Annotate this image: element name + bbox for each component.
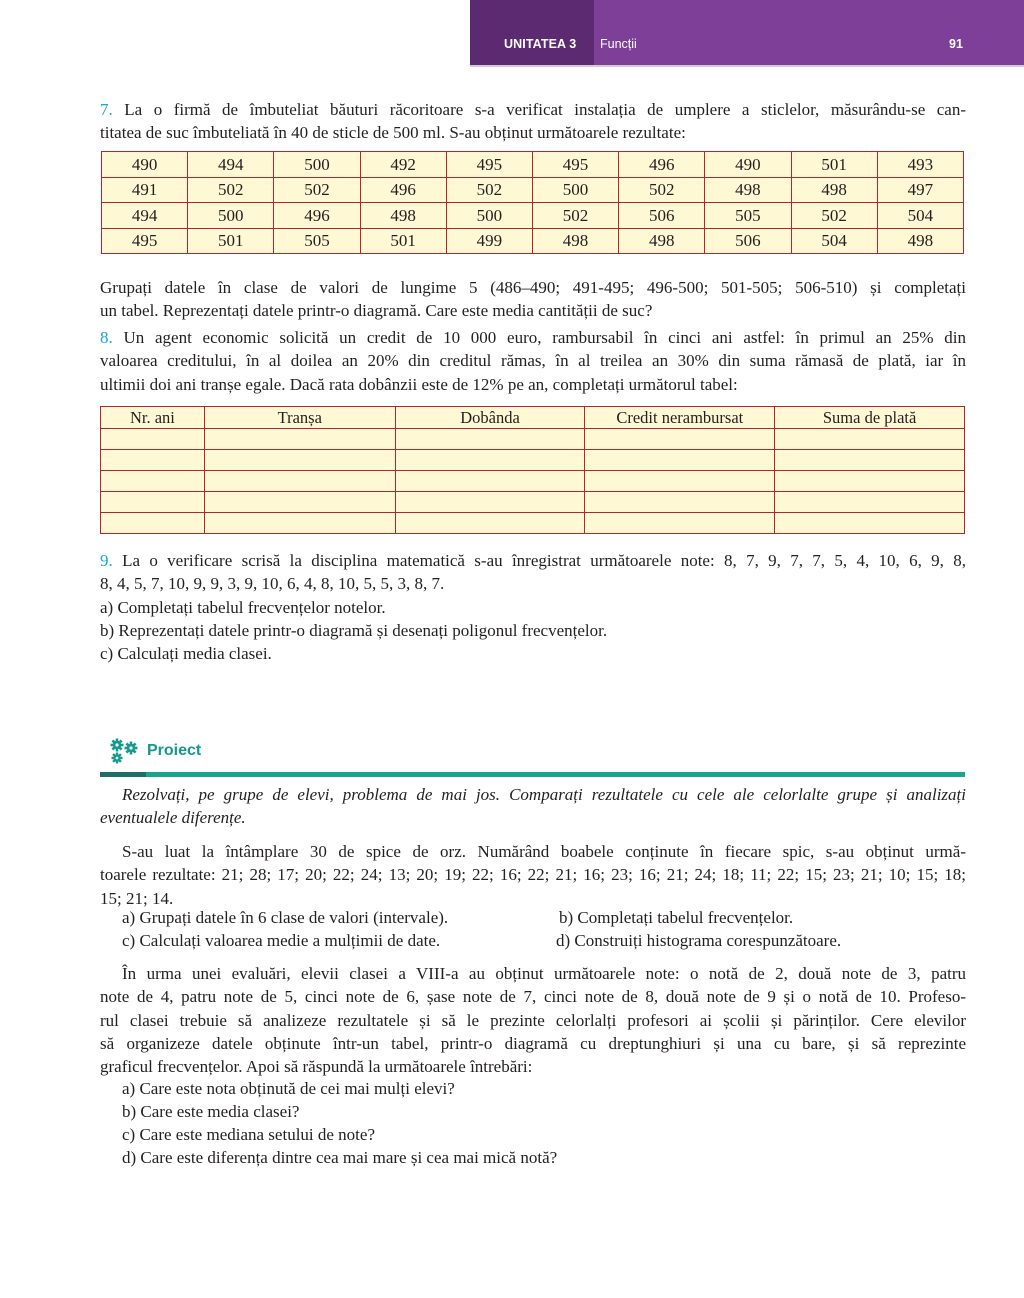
table-cell: 502 — [446, 177, 532, 203]
table-cell: 502 — [619, 177, 705, 203]
project-title: Proiect — [147, 742, 202, 759]
table-cell: 505 — [274, 228, 360, 254]
empty-cell — [585, 513, 775, 534]
table-cell: 493 — [877, 152, 963, 178]
empty-cell — [395, 492, 585, 513]
column-header: Credit nerambursat — [585, 407, 775, 429]
text-line: valoarea creditului, în al doilea an 20% din creditul rămas, în al treilea an 30% din suma rămasă de plată, iar în — [100, 351, 966, 371]
problem-8-statement — [100, 326, 966, 396]
table-cell: 504 — [791, 228, 877, 254]
project-task-b: b) Completați tabelul frecvențelor. — [559, 908, 794, 927]
empty-cell — [775, 450, 965, 471]
table-cell: 502 — [791, 203, 877, 229]
empty-cell — [101, 450, 205, 471]
problem-9-statement — [100, 549, 966, 665]
table-cell: 495 — [446, 152, 532, 178]
empty-cell — [585, 450, 775, 471]
table-row — [101, 429, 965, 450]
table-cell: 498 — [705, 177, 791, 203]
question-a: a) Care este nota obținută de cei mai mulți elevi? — [122, 1079, 455, 1098]
empty-cell — [585, 471, 775, 492]
unit-label: UNITATEA 3 — [504, 37, 577, 51]
project-task-c: c) Calculați valoarea medie a mulțimii de date. — [122, 931, 441, 950]
column-header: Suma de plată — [775, 407, 965, 429]
chapter-topic: Funcții — [600, 37, 637, 51]
text-line: eventualele diferențe. — [100, 808, 246, 828]
text-line: să organizeze datele obținute într-un tabel, printr-o diagramă cu dreptunghiuri și una cu bare, și să reprezinte — [100, 1033, 966, 1053]
table-row — [101, 513, 965, 534]
problem-number: 8. — [100, 328, 113, 347]
task-c: c) Calculați media clasei. — [100, 644, 272, 664]
unit-label-box — [470, 0, 594, 65]
page-number: 91 — [949, 37, 963, 51]
empty-cell — [101, 471, 205, 492]
text-line: rul clasei trebuie să analizeze rezultatele și să le prezinte celorlalți profesori ai școlii și părinților. Cere elevilor — [100, 1010, 966, 1030]
table-cell: 495 — [532, 152, 618, 178]
table-cell: 498 — [877, 228, 963, 254]
empty-cell — [101, 429, 205, 450]
empty-cell — [775, 492, 965, 513]
table-cell: 492 — [360, 152, 446, 178]
text-line: un tabel. Reprezentați datele printr-o diagramă. Care este media cantității de suc? — [100, 301, 653, 321]
column-header: Tranșa — [204, 407, 395, 429]
empty-cell — [101, 492, 205, 513]
table-cell: 504 — [877, 203, 963, 229]
table-row — [101, 492, 965, 513]
table-cell: 501 — [188, 228, 274, 254]
text-line: Grupați datele în clase de valori de lungime 5 (486–490; 491-495; 496-500; 501-505; 506-510) și completați — [100, 278, 966, 297]
column-header: Dobânda — [395, 407, 585, 429]
project-task-a: a) Grupați datele în 6 clase de valori (intervale). — [122, 908, 449, 927]
table-cell: 506 — [619, 203, 705, 229]
problem-number: 9. — [100, 551, 113, 570]
empty-cell — [395, 429, 585, 450]
text-line: Un agent economic solicită un credit de 10 000 euro, rambursabil în cinci ani astfel: în primul an 25% din — [123, 328, 966, 347]
empty-cell — [101, 513, 205, 534]
empty-cell — [585, 429, 775, 450]
text-line: Rezolvați, pe grupe de elevi, problema de mai jos. Comparați rezultatele cu cele ale celorlalte grupe și analizați — [122, 785, 966, 804]
problem-number: 7. — [100, 100, 113, 119]
table-cell: 498 — [532, 228, 618, 254]
empty-cell — [395, 450, 585, 471]
text-line: În urma unei evaluări, elevii clasei a VIII-a au obținut următoarele note: o notă de 2, două note de 3, patru — [122, 964, 966, 983]
empty-cell — [775, 429, 965, 450]
text-line: graficul frecvențelor. Apoi să răspundă la următoarele întrebări: — [100, 1057, 533, 1077]
table-cell: 490 — [705, 152, 791, 178]
table-cell: 498 — [619, 228, 705, 254]
table-header-row — [101, 407, 965, 429]
table-cell: 494 — [102, 203, 188, 229]
gears-icon — [108, 737, 140, 765]
table-cell: 500 — [446, 203, 532, 229]
table-cell: 496 — [619, 152, 705, 178]
empty-cell — [204, 513, 395, 534]
text-line: ultimii doi ani tranșe egale. Dacă rata dobânzii este de 12% pe an, completați următorul tabel: — [100, 374, 738, 394]
table-cell: 494 — [188, 152, 274, 178]
empty-cell — [775, 471, 965, 492]
header-underline — [470, 65, 1024, 67]
text-line: titatea de suc îmbuteliată în 40 de sticle de 500 ml. S-au obținut următoarele rezultate: — [100, 123, 686, 143]
text-line: La o verificare scrisă la disciplina matematică s-au înregistrat următoarele note: 8, 7, 9, 7, 7, 5, 4, 10, 6, 9, 8, — [122, 551, 966, 570]
table-cell: 502 — [188, 177, 274, 203]
project-intro — [100, 783, 966, 830]
bottle-measurements-table — [101, 151, 964, 254]
table-row — [101, 450, 965, 471]
table-cell: 497 — [877, 177, 963, 203]
empty-cell — [204, 471, 395, 492]
question-b: b) Care este media clasei? — [122, 1102, 300, 1121]
empty-cell — [204, 450, 395, 471]
question-d: d) Care este diferența dintre cea mai mare și cea mai mică notă? — [122, 1148, 558, 1167]
table-cell: 501 — [360, 228, 446, 254]
empty-cell — [775, 513, 965, 534]
table-cell: 500 — [274, 152, 360, 178]
empty-cell — [204, 492, 395, 513]
table-row — [102, 228, 964, 254]
table-cell: 505 — [705, 203, 791, 229]
empty-cell — [395, 471, 585, 492]
table-cell: 501 — [791, 152, 877, 178]
table-cell: 499 — [446, 228, 532, 254]
column-header: Nr. ani — [101, 407, 205, 429]
project-divider — [100, 772, 965, 777]
problem-7-statement — [100, 98, 966, 145]
text-line: La o firmă de îmbuteliat băuturi răcoritoare s-a verificat instalația de umplere a sticlelor, măsurându-se can- — [124, 100, 966, 119]
table-row — [102, 177, 964, 203]
table-cell: 495 — [102, 228, 188, 254]
table-cell: 502 — [532, 203, 618, 229]
page-header — [470, 0, 1024, 65]
empty-cell — [204, 429, 395, 450]
problem-7-tasks — [100, 276, 966, 323]
project-problem-2 — [100, 962, 966, 1078]
table-row — [102, 152, 964, 178]
empty-cell — [395, 513, 585, 534]
task-a: a) Completați tabelul frecvențelor notelor. — [100, 597, 386, 617]
text-line: S-au luat la întâmplare 30 de spice de orz. Numărând boabele conținute în fiecare spic, s-au obținut urmă- — [122, 842, 966, 861]
text-line: toarele rezultate: 21; 28; 17; 20; 22; 24; 13; 20; 19; 22; 16; 22; 21; 16; 23; 16; 21; 24; 18; 11; 22; 15; 23; 21; 10; 15; 18; — [100, 865, 966, 885]
table-cell: 498 — [360, 203, 446, 229]
table-cell: 496 — [360, 177, 446, 203]
project-task-d: d) Construiți histograma corespunzătoare. — [556, 931, 842, 950]
table-cell: 490 — [102, 152, 188, 178]
task-b: b) Reprezentați datele printr-o diagramă și desenați poligonul frecvențelor. — [100, 620, 608, 640]
table-cell: 496 — [274, 203, 360, 229]
text-line: 8, 4, 5, 7, 10, 9, 9, 3, 9, 10, 6, 4, 8, 10, 5, 5, 3, 8, 7. — [100, 574, 445, 594]
table-cell: 502 — [274, 177, 360, 203]
table-cell: 491 — [102, 177, 188, 203]
project-problem-1 — [100, 840, 966, 910]
table-cell: 500 — [188, 203, 274, 229]
credit-repayment-table — [100, 406, 965, 534]
question-c: c) Care este mediana setului de note? — [122, 1125, 375, 1144]
table-row — [102, 203, 964, 229]
table-cell: 500 — [532, 177, 618, 203]
table-cell: 498 — [791, 177, 877, 203]
table-cell: 506 — [705, 228, 791, 254]
text-line: 15; 21; 14. — [100, 888, 174, 908]
text-line: note de 4, patru note de 5, cinci note de 6, șase note de 7, cinci note de 8, două note de 9 și o notă de 10. Profeso- — [100, 987, 966, 1007]
empty-cell — [585, 492, 775, 513]
table-row — [101, 471, 965, 492]
